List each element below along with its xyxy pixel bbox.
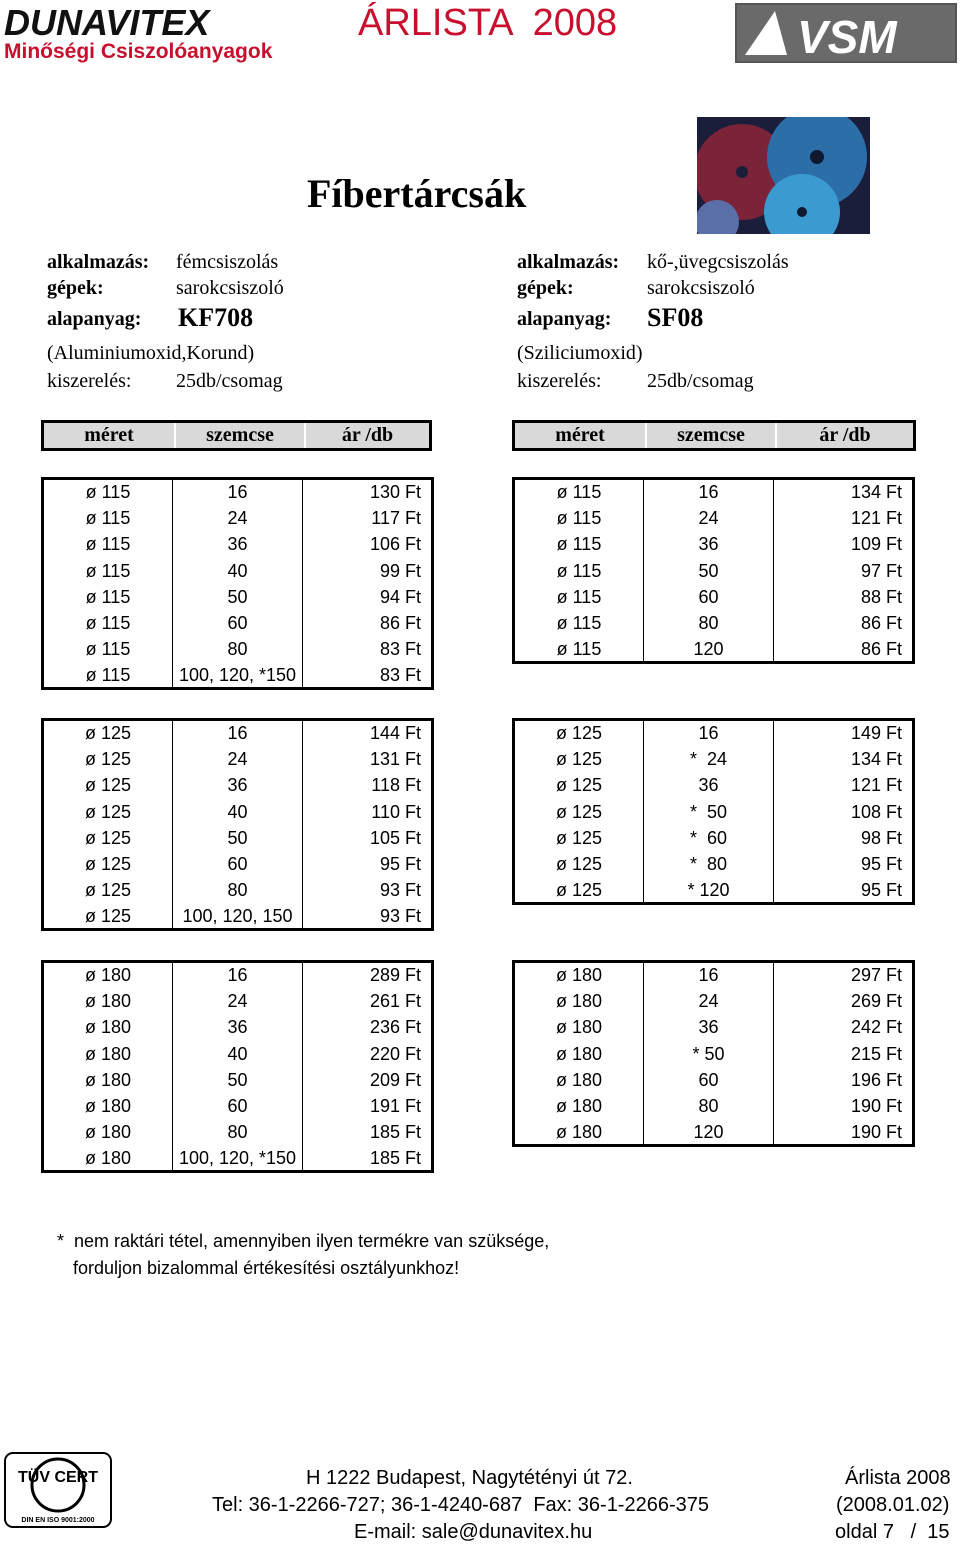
price-cell: 236 Ft: [303, 1014, 433, 1040]
table-row: [514, 746, 914, 772]
price-cell: 191 Ft: [303, 1093, 433, 1119]
price-cell: 94 Ft: [303, 584, 433, 610]
left-application-value: fémcsiszolás: [176, 251, 279, 273]
note-line-1: * nem raktári tétel, amennyiben ilyen termékre van szüksége,: [57, 1231, 550, 1251]
col-grit-header: szemcse: [174, 423, 304, 448]
iso-cert-text: DIN EN ISO 9001:2000: [21, 1517, 95, 1524]
grit-cell: 100, 120, *150: [173, 663, 303, 689]
table-row: [514, 720, 914, 746]
grit-cell: 60: [644, 1067, 774, 1093]
right-table-125: [512, 718, 915, 905]
size-cell: ø 115: [514, 610, 644, 636]
price-cell: 144 Ft: [303, 720, 433, 746]
grit-cell: 16: [173, 479, 303, 505]
right-machine-label: gépek:: [517, 277, 574, 299]
dunavitex-logo: [4, 4, 259, 40]
right-material-label: alapanyag:: [517, 308, 612, 330]
grit-cell: 16: [644, 479, 774, 505]
grit-cell: 24: [173, 505, 303, 531]
size-cell: ø 115: [514, 636, 644, 662]
left-pack-value: 25db/csomag: [176, 370, 283, 392]
grit-cell: * 50: [644, 1040, 774, 1066]
footer-page-number: oldal 7 / 15: [835, 1521, 950, 1543]
grit-cell: 50: [644, 557, 774, 583]
price-cell: 185 Ft: [303, 1119, 433, 1145]
price-cell: 130 Ft: [303, 479, 433, 505]
size-cell: ø 125: [514, 851, 644, 877]
left-material-desc: (Aluminiumoxid,Korund): [47, 342, 255, 364]
size-cell: ø 180: [43, 1093, 173, 1119]
price-cell: 289 Ft: [303, 962, 433, 988]
table-row: [514, 1014, 914, 1040]
table-row: [43, 720, 433, 746]
table-row: [514, 1067, 914, 1093]
right-pack-value: 25db/csomag: [647, 370, 754, 392]
price-cell: 131 Ft: [303, 746, 433, 772]
price-cell: 83 Ft: [303, 636, 433, 662]
table-row: [514, 479, 914, 505]
table-row: [514, 505, 914, 531]
price-cell: 106 Ft: [303, 531, 433, 557]
size-cell: ø 180: [43, 988, 173, 1014]
price-cell: 190 Ft: [774, 1093, 914, 1119]
grit-cell: 36: [644, 531, 774, 557]
size-cell: ø 115: [43, 636, 173, 662]
table-row: [43, 610, 433, 636]
size-cell: ø 125: [514, 746, 644, 772]
vsm-logo-text: VSM: [797, 11, 897, 63]
table-row: [43, 962, 433, 988]
footer-date: (2008.01.02): [836, 1494, 950, 1516]
grit-cell: 80: [173, 636, 303, 662]
grit-cell: * 120: [644, 877, 774, 903]
right-application-label: alkalmazás:: [517, 251, 620, 273]
grit-cell: 24: [644, 988, 774, 1014]
grit-cell: 50: [173, 1067, 303, 1093]
table-row: [43, 851, 433, 877]
grit-cell: 24: [173, 746, 303, 772]
tuv-cert-text: TÜV CERT: [18, 1469, 98, 1486]
size-cell: ø 115: [43, 531, 173, 557]
size-cell: ø 125: [514, 772, 644, 798]
price-cell: 93 Ft: [303, 877, 433, 903]
left-material-label: alapanyag:: [47, 308, 142, 330]
price-cell: 196 Ft: [774, 1067, 914, 1093]
table-row: [43, 584, 433, 610]
size-cell: ø 180: [514, 962, 644, 988]
grit-cell: * 24: [644, 746, 774, 772]
price-cell: 95 Ft: [303, 851, 433, 877]
right-pack-label: kiszerelés:: [517, 370, 602, 392]
table-row: [43, 772, 433, 798]
size-cell: ø 125: [514, 798, 644, 824]
price-cell: 93 Ft: [303, 904, 433, 930]
size-cell: ø 125: [43, 904, 173, 930]
grit-cell: 80: [173, 1119, 303, 1145]
footer-phones: Tel: 36-1-2266-727; 36-1-4240-687 Fax: 36-1-2266-375: [212, 1494, 709, 1516]
price-cell: 185 Ft: [303, 1146, 433, 1172]
footer-email[interactable]: E-mail: sale@dunavitex.hu: [354, 1521, 593, 1543]
price-cell: 83 Ft: [303, 663, 433, 689]
grit-cell: * 80: [644, 851, 774, 877]
size-cell: ø 115: [514, 505, 644, 531]
table-row: [43, 1119, 433, 1145]
price-cell: 121 Ft: [774, 505, 914, 531]
footer-price-list: Árlista 2008: [845, 1467, 951, 1489]
grit-cell: 16: [644, 962, 774, 988]
grit-cell: 80: [173, 877, 303, 903]
table-row: [514, 988, 914, 1014]
right-application-value: kő-,üvegcsiszolás: [647, 251, 789, 273]
table-row: [514, 877, 914, 903]
size-cell: ø 115: [43, 584, 173, 610]
table-row: [514, 772, 914, 798]
size-cell: ø 115: [514, 531, 644, 557]
col-price-header: ár /db: [304, 423, 429, 448]
grit-cell: * 50: [644, 798, 774, 824]
size-cell: ø 125: [514, 825, 644, 851]
grit-cell: 36: [644, 1014, 774, 1040]
right-table-115: [512, 477, 915, 664]
price-cell: 88 Ft: [774, 584, 914, 610]
size-cell: ø 180: [43, 1040, 173, 1066]
price-cell: 269 Ft: [774, 988, 914, 1014]
table-row: [43, 557, 433, 583]
right-material-value: SF08: [647, 303, 704, 332]
col-grit-header: szemcse: [645, 423, 775, 448]
document-title: ÁRLISTA 2008: [358, 2, 618, 44]
grit-cell: 60: [173, 1093, 303, 1119]
table-row: [43, 1014, 433, 1040]
price-cell: 108 Ft: [774, 798, 914, 824]
price-cell: 121 Ft: [774, 772, 914, 798]
grit-cell: 24: [644, 505, 774, 531]
table-row: [514, 851, 914, 877]
grit-cell: 36: [173, 772, 303, 798]
price-cell: 215 Ft: [774, 1040, 914, 1066]
table-row: [514, 557, 914, 583]
grit-cell: 60: [173, 610, 303, 636]
vsm-logo: [735, 3, 957, 63]
size-cell: ø 180: [43, 962, 173, 988]
grit-cell: 60: [644, 584, 774, 610]
price-cell: 105 Ft: [303, 825, 433, 851]
right-table-180: [512, 960, 915, 1147]
grit-cell: 24: [173, 988, 303, 1014]
price-cell: 99 Ft: [303, 557, 433, 583]
table-row: [43, 988, 433, 1014]
size-cell: ø 180: [514, 988, 644, 1014]
price-cell: 109 Ft: [774, 531, 914, 557]
grit-cell: 36: [173, 1014, 303, 1040]
table-row: [514, 1093, 914, 1119]
size-cell: ø 115: [514, 479, 644, 505]
grit-cell: 16: [173, 962, 303, 988]
size-cell: ø 125: [514, 720, 644, 746]
size-cell: ø 125: [514, 877, 644, 903]
size-cell: ø 180: [514, 1040, 644, 1066]
grit-cell: 36: [644, 772, 774, 798]
price-cell: 95 Ft: [774, 877, 914, 903]
grit-cell: 16: [173, 720, 303, 746]
left-table-125: [41, 718, 434, 931]
size-cell: ø 115: [43, 610, 173, 636]
price-cell: 118 Ft: [303, 772, 433, 798]
table-row: [43, 1146, 433, 1172]
price-cell: 86 Ft: [774, 610, 914, 636]
table-row: [43, 505, 433, 531]
price-cell: 134 Ft: [774, 479, 914, 505]
grit-cell: 40: [173, 557, 303, 583]
grit-cell: 60: [173, 851, 303, 877]
price-cell: 242 Ft: [774, 1014, 914, 1040]
left-table-header: [41, 420, 432, 451]
page-title: Fíbertárcsák: [307, 171, 527, 216]
table-row: [514, 1040, 914, 1066]
table-row: [514, 584, 914, 610]
left-application-label: alkalmazás:: [47, 251, 150, 273]
size-cell: ø 180: [514, 1067, 644, 1093]
table-row: [514, 531, 914, 557]
left-material-value: KF708: [178, 303, 254, 332]
grit-cell: * 60: [644, 825, 774, 851]
table-row: [43, 1093, 433, 1119]
left-machine-label: gépek:: [47, 277, 104, 299]
size-cell: ø 180: [514, 1093, 644, 1119]
table-row: [43, 479, 433, 505]
table-row: [43, 1040, 433, 1066]
size-cell: ø 125: [43, 825, 173, 851]
grit-cell: 100, 120, 150: [173, 904, 303, 930]
size-cell: ø 125: [43, 746, 173, 772]
size-cell: ø 125: [43, 772, 173, 798]
grit-cell: 50: [173, 825, 303, 851]
size-cell: ø 115: [514, 557, 644, 583]
price-cell: 209 Ft: [303, 1067, 433, 1093]
left-table-115: [41, 477, 434, 690]
brand-text: DUNAVITEX: [4, 4, 210, 40]
size-cell: ø 180: [514, 1119, 644, 1145]
grit-cell: 16: [644, 720, 774, 746]
size-cell: ø 115: [43, 505, 173, 531]
col-size-header: méret: [555, 424, 605, 446]
note-line-2: forduljon bizalommal értékesítési osztályunkhoz!: [73, 1258, 460, 1278]
table-row: [43, 746, 433, 772]
table-row: [43, 825, 433, 851]
price-cell: 297 Ft: [774, 962, 914, 988]
right-table-header: [512, 420, 916, 451]
grit-cell: 120: [644, 636, 774, 662]
size-cell: ø 125: [43, 720, 173, 746]
table-row: [514, 610, 914, 636]
grit-cell: 120: [644, 1119, 774, 1145]
left-table-180: [41, 960, 434, 1173]
grit-cell: 50: [173, 584, 303, 610]
price-cell: 95 Ft: [774, 851, 914, 877]
size-cell: ø 115: [43, 479, 173, 505]
grit-cell: 80: [644, 610, 774, 636]
price-cell: 220 Ft: [303, 1040, 433, 1066]
size-cell: ø 180: [43, 1146, 173, 1172]
col-price-header: ár /db: [775, 423, 913, 448]
table-row: [43, 663, 433, 689]
price-cell: 149 Ft: [774, 720, 914, 746]
table-row: [514, 636, 914, 662]
size-cell: ø 125: [43, 877, 173, 903]
price-cell: 98 Ft: [774, 825, 914, 851]
size-cell: ø 125: [43, 798, 173, 824]
table-row: [43, 798, 433, 824]
table-row: [43, 636, 433, 662]
right-material-desc: (Sziliciumoxid): [517, 342, 643, 364]
size-cell: ø 180: [43, 1119, 173, 1145]
table-row: [514, 825, 914, 851]
price-cell: 86 Ft: [303, 610, 433, 636]
tuv-cert-logo: [4, 1452, 112, 1528]
price-cell: 86 Ft: [774, 636, 914, 662]
left-machine-value: sarokcsiszoló: [176, 277, 284, 299]
table-row: [514, 798, 914, 824]
table-row: [43, 1067, 433, 1093]
table-row: [514, 962, 914, 988]
table-row: [43, 531, 433, 557]
size-cell: ø 180: [514, 1014, 644, 1040]
table-row: [43, 877, 433, 903]
price-cell: 261 Ft: [303, 988, 433, 1014]
right-machine-value: sarokcsiszoló: [647, 277, 755, 299]
size-cell: ø 180: [43, 1067, 173, 1093]
price-cell: 110 Ft: [303, 798, 433, 824]
left-pack-label: kiszerelés:: [47, 370, 132, 392]
table-row: [514, 1119, 914, 1145]
fiber-discs-photo: [697, 117, 870, 234]
size-cell: ø 125: [43, 851, 173, 877]
price-cell: 134 Ft: [774, 746, 914, 772]
grit-cell: 36: [173, 531, 303, 557]
col-size-header: méret: [84, 424, 134, 446]
grit-cell: 40: [173, 798, 303, 824]
size-cell: ø 115: [43, 557, 173, 583]
grit-cell: 80: [644, 1093, 774, 1119]
table-row: [43, 904, 433, 930]
grit-cell: 40: [173, 1040, 303, 1066]
price-cell: 117 Ft: [303, 505, 433, 531]
footer-address: H 1222 Budapest, Nagytétényi út 72.: [306, 1467, 633, 1489]
tagline: Minőségi Csiszolóanyagok: [4, 40, 273, 63]
price-cell: 190 Ft: [774, 1119, 914, 1145]
size-cell: ø 115: [514, 584, 644, 610]
size-cell: ø 180: [43, 1014, 173, 1040]
size-cell: ø 115: [43, 663, 173, 689]
price-cell: 97 Ft: [774, 557, 914, 583]
grit-cell: 100, 120, *150: [173, 1146, 303, 1172]
